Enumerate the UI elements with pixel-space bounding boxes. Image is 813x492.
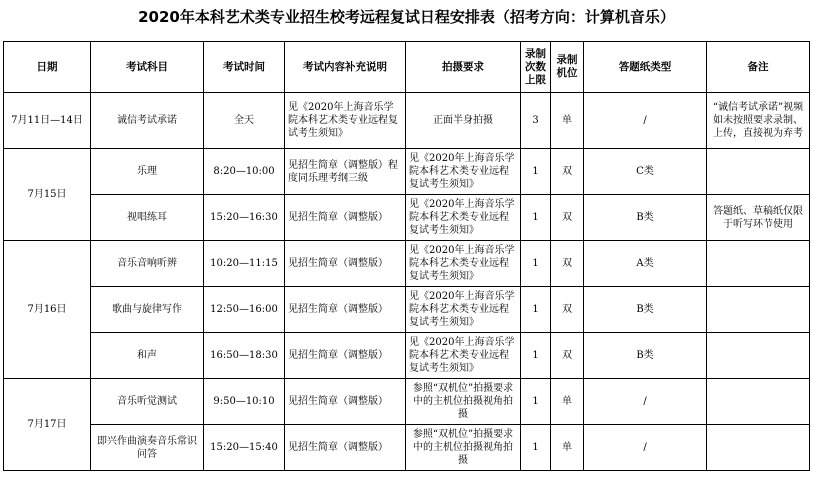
cell-date: 7月15日 — [4, 149, 91, 241]
cell-date: 7月17日 — [4, 379, 91, 471]
header-date: 日期 — [4, 42, 91, 93]
cell-shoot: 参照“双机位”拍摄要求中的主机位拍摄视角拍摄 — [406, 425, 521, 471]
cell-time: 15:20—16:30 — [204, 195, 285, 241]
cell-note — [707, 241, 810, 287]
cell-content: 见招生简章（调整版） — [285, 333, 406, 379]
cell-date: 7月11日—14日 — [4, 93, 91, 149]
cell-time: 9:50—10:10 — [204, 379, 285, 425]
cell-note — [707, 287, 810, 333]
cell-shoot: 见《2020年上海音乐学院本科艺术类专业远程复试考生须知》 — [406, 333, 521, 379]
table-header-row — [4, 42, 810, 93]
cell-camera: 单 — [551, 93, 584, 149]
cell-paper: / — [584, 379, 707, 425]
cell-shoot: 参照“双机位”拍摄要求中的主机位拍摄视角拍摄 — [406, 379, 521, 425]
cell-note — [707, 425, 810, 471]
cell-camera: 双 — [551, 287, 584, 333]
cell-paper: C类 — [584, 149, 707, 195]
cell-limit: 1 — [521, 149, 551, 195]
header-note: 备注 — [707, 42, 810, 93]
header-paper: 答题纸类型 — [584, 42, 707, 93]
table-row — [4, 379, 810, 425]
header-shoot: 拍摄要求 — [406, 42, 521, 93]
cell-limit: 1 — [521, 241, 551, 287]
cell-subject: 即兴作曲演奏音乐常识问答 — [91, 425, 204, 471]
cell-camera: 单 — [551, 425, 584, 471]
cell-limit: 1 — [521, 287, 551, 333]
cell-subject: 和声 — [91, 333, 204, 379]
cell-paper: / — [584, 425, 707, 471]
header-camera: 录制机位 — [551, 42, 584, 93]
table-row — [4, 333, 810, 379]
cell-content: 见招生简章（调整版）程度同乐理考纲三级 — [285, 149, 406, 195]
cell-time: 16:50—18:30 — [204, 333, 285, 379]
cell-limit: 3 — [521, 93, 551, 149]
cell-content: 见招生简章（调整版） — [285, 425, 406, 471]
cell-paper: B类 — [584, 195, 707, 241]
cell-content: 见《2020年上海音乐学院本科艺术类专业远程复试考生须知》 — [285, 93, 406, 149]
table-row — [4, 287, 810, 333]
page-title: 2020年本科艺术类专业招生校考远程复试日程安排表（招考方向：计算机音乐） — [138, 8, 675, 26]
header-content: 考试内容补充说明 — [285, 42, 406, 93]
cell-content: 见招生简章（调整版） — [285, 287, 406, 333]
cell-time: 10:20—11:15 — [204, 241, 285, 287]
cell-subject: 诚信考试承诺 — [91, 93, 204, 149]
cell-camera: 双 — [551, 333, 584, 379]
cell-time: 12:50—16:00 — [204, 287, 285, 333]
cell-limit: 1 — [521, 195, 551, 241]
table-row — [4, 241, 810, 287]
cell-note: 答题纸、草稿纸仅限于听写环节使用 — [707, 195, 810, 241]
cell-note — [707, 379, 810, 425]
cell-paper: A类 — [584, 241, 707, 287]
cell-shoot: 见《2020年上海音乐学院本科艺术类专业远程复试考生须知》 — [406, 241, 521, 287]
cell-shoot: 见《2020年上海音乐学院本科艺术类专业远程复试考生须知》 — [406, 287, 521, 333]
cell-content: 见招生简章（调整版） — [285, 379, 406, 425]
header-subject: 考试科目 — [91, 42, 204, 93]
cell-camera: 单 — [551, 379, 584, 425]
cell-limit: 1 — [521, 425, 551, 471]
cell-subject: 乐理 — [91, 149, 204, 195]
cell-paper: / — [584, 93, 707, 149]
cell-limit: 1 — [521, 333, 551, 379]
table-row — [4, 93, 810, 149]
table-row — [4, 425, 810, 471]
cell-paper: B类 — [584, 333, 707, 379]
header-time: 考试时间 — [204, 42, 285, 93]
cell-content: 见招生简章（调整版） — [285, 241, 406, 287]
table-row — [4, 149, 810, 195]
cell-shoot: 正面半身拍摄 — [406, 93, 521, 149]
table-row — [4, 195, 810, 241]
cell-shoot: 见《2020年上海音乐学院本科艺术类专业远程复试考生须知》 — [406, 149, 521, 195]
cell-date: 7月16日 — [4, 241, 91, 379]
cell-limit: 1 — [521, 379, 551, 425]
cell-paper: B类 — [584, 287, 707, 333]
cell-time: 全天 — [204, 93, 285, 149]
cell-note — [707, 149, 810, 195]
cell-time: 8:20—10:00 — [204, 149, 285, 195]
cell-camera: 双 — [551, 241, 584, 287]
header-limit: 录制次数上限 — [521, 42, 551, 93]
cell-note — [707, 333, 810, 379]
cell-camera: 双 — [551, 149, 584, 195]
cell-camera: 双 — [551, 195, 584, 241]
cell-subject: 歌曲与旋律写作 — [91, 287, 204, 333]
cell-subject: 音乐听觉测试 — [91, 379, 204, 425]
cell-note: “诚信考试承诺”视频如未按照要求录制、上传，直接视为弃考 — [707, 93, 810, 149]
cell-shoot: 见《2020年上海音乐学院本科艺术类专业远程复试考生须知》 — [406, 195, 521, 241]
cell-subject: 音乐音响听辨 — [91, 241, 204, 287]
schedule-table — [3, 41, 810, 471]
cell-content: 见招生简章（调整版） — [285, 195, 406, 241]
cell-subject: 视唱练耳 — [91, 195, 204, 241]
cell-time: 15:20—15:40 — [204, 425, 285, 471]
